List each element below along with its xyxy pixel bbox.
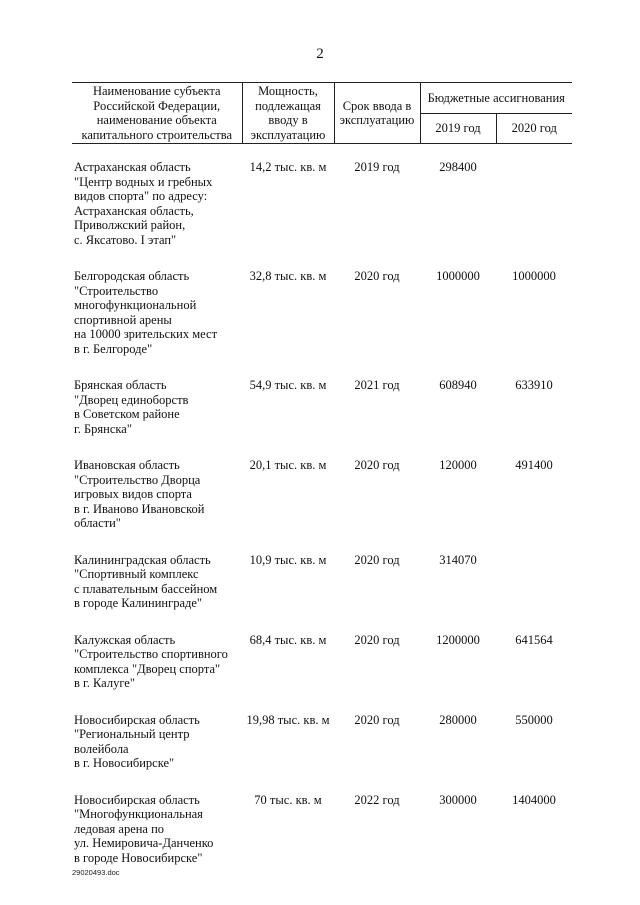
page-number: 2 (316, 46, 324, 62)
cell-object-name (72, 458, 242, 553)
cell-budget-2020 (496, 144, 572, 270)
object-name-line: Ивановская область (74, 458, 180, 472)
cell-term: 2021 год (354, 378, 400, 392)
cell-object-name (72, 144, 242, 270)
cell-object-name (72, 633, 242, 713)
cell-term: 2020 год (354, 552, 400, 567)
object-name-line: с. Яксатово. I этап" (74, 232, 177, 247)
cell-term: 2022 год (354, 792, 400, 807)
object-name-line: Приволжский район, (74, 218, 186, 232)
object-name-line: Калужская область (74, 632, 176, 647)
cell-budget-2020: 1404000 (512, 792, 556, 807)
object-name-line: Новосибирская область (74, 712, 200, 727)
cell-budget-2019: 280000 (439, 712, 477, 727)
header-name: Наименование субъекта Российской Федерации, наименование объекта капитального строительства (72, 83, 242, 144)
table-row (72, 269, 572, 378)
object-name-line: "Спортивный комплекс (74, 567, 199, 581)
cell-power: 14,2 тыс. кв. м (249, 160, 327, 174)
object-name-line: игровых видов спорта (74, 487, 192, 501)
object-name-line: Астраханская область (74, 160, 191, 174)
object-name-line: в г. Иваново Ивановской (74, 501, 205, 516)
cell-budget-2019: 1000000 (436, 269, 480, 283)
table-row (72, 458, 572, 553)
cell-budget-2020 (496, 553, 572, 633)
object-name-line: комплекса "Дворец спорта" (74, 661, 221, 676)
cell-budget-2020: 550000 (515, 712, 553, 727)
header-power: Мощность, подлежащая вводу в эксплуатацию (242, 83, 334, 144)
header-year-2020: 2020 год (496, 113, 572, 144)
footer-file-code: 29020493.doc (72, 868, 120, 877)
cell-budget-2019: 608940 (439, 378, 477, 392)
object-name-line: Брянская область (74, 378, 167, 392)
object-name-line: Астраханская область, (74, 203, 194, 218)
object-name-line: многофункциональной (74, 298, 197, 312)
cell-budget-2019: 120000 (439, 458, 477, 472)
object-name-line: области" (74, 516, 121, 530)
object-name-line: в г. Белгороде" (74, 341, 153, 356)
cell-budget-2019: 1200000 (436, 632, 480, 647)
cell-power: 68,4 тыс. кв. м (249, 632, 327, 647)
object-name-line: г. Брянска" (74, 421, 132, 436)
object-name-line: "Строительство Дворца (74, 472, 201, 487)
cell-term: 2020 год (354, 632, 400, 647)
object-name-line: в г. Новосибирске" (74, 756, 175, 770)
object-name-line: с плавательным бассейном (74, 581, 218, 596)
cell-object-name (72, 269, 242, 378)
header-year-2019: 2019 год (420, 113, 496, 144)
object-name-line: Белгородская область (74, 269, 190, 283)
capital-construction-table (72, 82, 572, 887)
object-name-line: Калининградская область (74, 552, 211, 567)
object-name-line: "Многофункциональная (74, 807, 203, 821)
cell-power: 70 тыс. кв. м (254, 792, 322, 807)
object-name-line: ул. Немировича-Данченко (74, 836, 214, 850)
object-name-line: "Строительство (74, 283, 159, 298)
object-name-line: в г. Калуге" (74, 676, 135, 690)
cell-power: 54,9 тыс. кв. м (249, 378, 327, 392)
cell-term: 2020 год (354, 458, 400, 472)
object-name-line: в городе Новосибирске" (74, 850, 203, 865)
cell-budget-2020: 1000000 (512, 269, 556, 283)
object-name-line: Новосибирская область (74, 792, 200, 807)
object-name-line: видов спорта" по адресу: (74, 189, 208, 203)
cell-budget-2019: 298400 (439, 160, 477, 174)
header-term: Срок ввода в эксплуатацию (334, 83, 420, 144)
table-header-row (72, 83, 572, 114)
table-body (72, 144, 572, 888)
object-name-line: "Строительство спортивного (74, 647, 228, 661)
cell-power: 32,8 тыс. кв. м (249, 269, 327, 283)
cell-object-name (72, 378, 242, 458)
object-name-line: в Советском районе (74, 407, 180, 421)
cell-power: 19,98 тыс. кв. м (246, 712, 330, 727)
cell-budget-2020: 641564 (515, 632, 553, 647)
table-row (72, 633, 572, 713)
cell-budget-2020: 491400 (515, 458, 553, 472)
cell-budget-2019: 314070 (439, 552, 477, 567)
header-budget: Бюджетные ассигнования (420, 83, 572, 114)
table-row (72, 793, 572, 888)
cell-object-name (72, 713, 242, 793)
object-name-line: в городе Калининграде" (74, 596, 203, 610)
cell-term: 2020 год (354, 712, 400, 727)
cell-budget-2019: 300000 (439, 792, 477, 807)
cell-budget-2020: 633910 (515, 378, 553, 392)
object-name-line: спортивной арены (74, 312, 172, 327)
table-row (72, 144, 572, 270)
table-row (72, 713, 572, 793)
cell-power: 10,9 тыс. кв. м (249, 552, 327, 567)
object-name-line: "Региональный центр (74, 727, 190, 741)
table-row (72, 553, 572, 633)
cell-object-name (72, 553, 242, 633)
cell-term: 2020 год (354, 269, 400, 283)
table-row (72, 378, 572, 458)
object-name-line: "Дворец единоборств (74, 392, 189, 407)
cell-term: 2019 год (354, 160, 400, 174)
object-name-line: волейбола (74, 741, 129, 756)
object-name-line: ледовая арена по (74, 821, 165, 836)
object-name-line: на 10000 зрительских мест (74, 327, 218, 341)
object-name-line: "Центр водных и гребных (74, 174, 213, 189)
cell-power: 20,1 тыс. кв. м (249, 458, 327, 472)
